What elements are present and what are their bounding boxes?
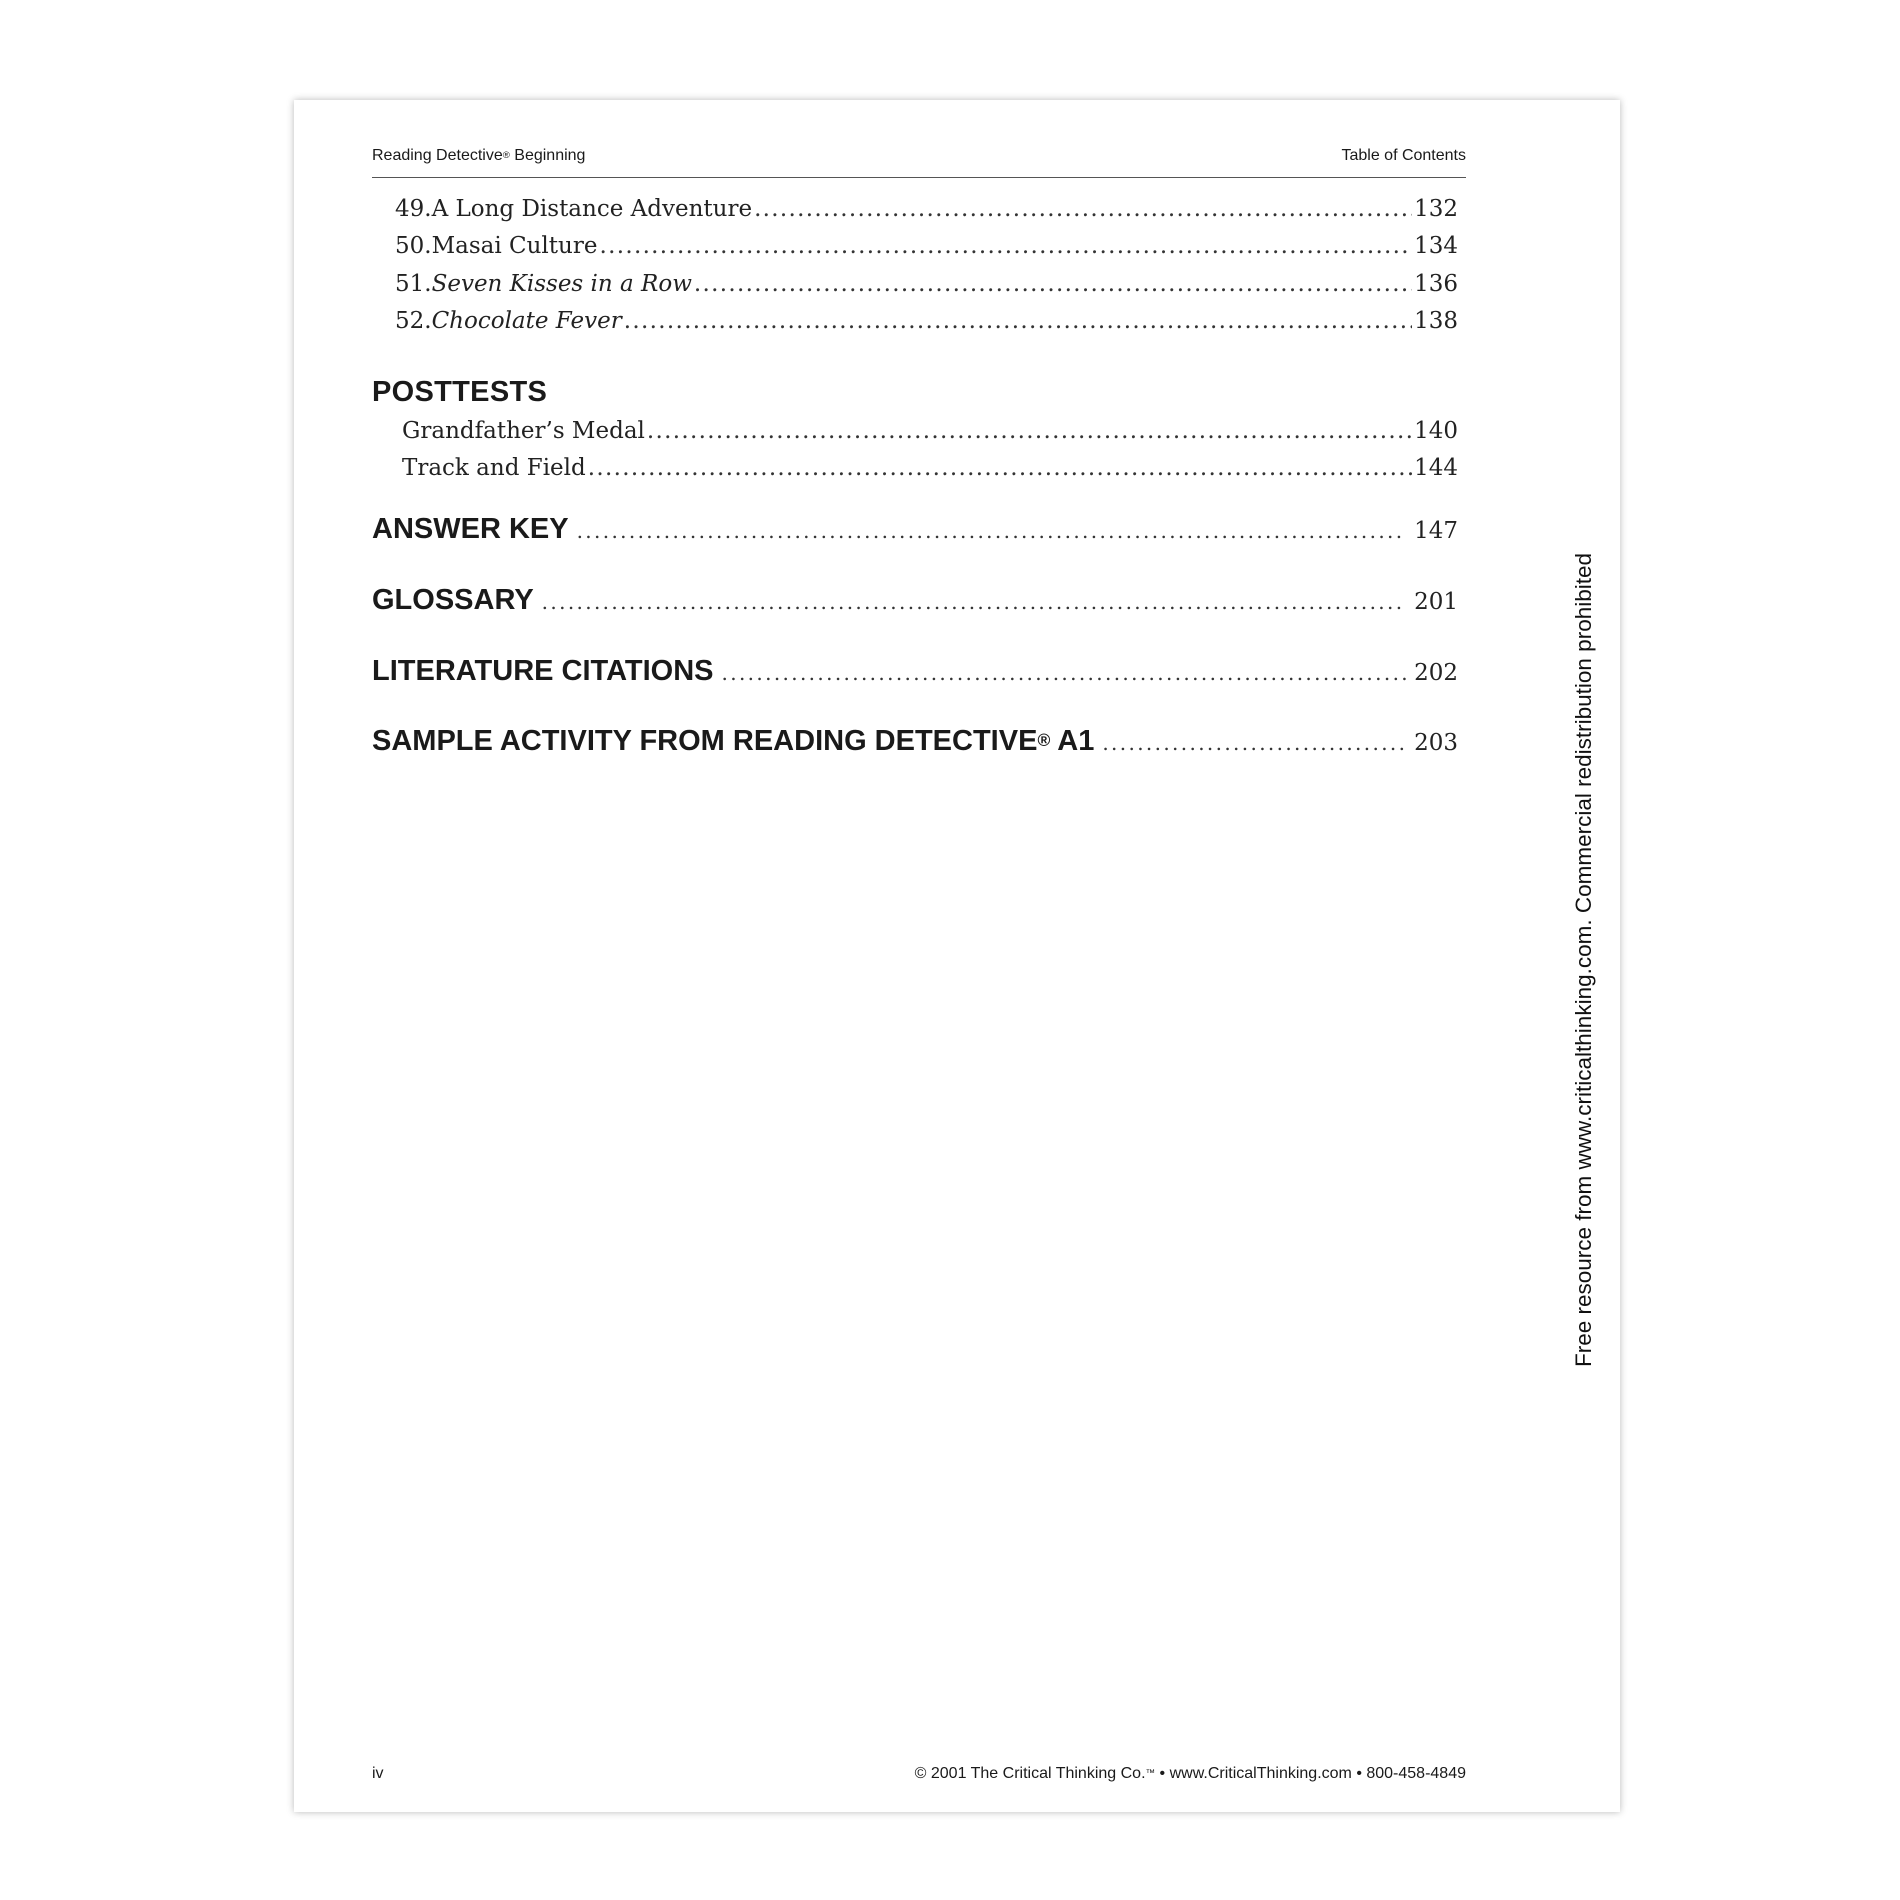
toc-section-literature-citations <box>372 655 1458 688</box>
toc-entry-number: 52. <box>395 308 432 334</box>
toc-section-answer-key <box>372 513 1458 546</box>
registered-mark: ® <box>1037 729 1051 750</box>
dot-leader <box>577 519 1407 543</box>
toc-entry-page: 144 <box>1414 455 1458 481</box>
toc-entry-page: 136 <box>1414 271 1458 297</box>
registered-mark: ® <box>502 149 510 161</box>
toc-entry-title: Grandfather’s Medal <box>402 418 645 444</box>
toc-entry-number: 50. <box>395 233 432 259</box>
toc-section-page: 147 <box>1414 518 1458 544</box>
toc-section-title: ANSWER KEY <box>372 513 569 545</box>
copyright-text: © 2001 The Critical Thinking Co. <box>914 1765 1146 1782</box>
sample-activity-suffix: A1 <box>1050 725 1095 757</box>
copyright-line <box>915 1765 1466 1783</box>
toc-section-glossary <box>372 584 1458 617</box>
redistribution-notice-text: Free resource from www.criticalthinking.com. Commercial redistribution prohibited <box>1571 552 1596 1368</box>
trademark-mark: ™ <box>1145 1767 1156 1779</box>
dot-leader <box>1102 731 1406 755</box>
toc-section-page: 202 <box>1414 660 1458 686</box>
dot-leader <box>754 196 1412 222</box>
toc-entry-posttest <box>402 418 1458 444</box>
toc-entry-number: 51. <box>395 271 432 297</box>
toc-entry-title: A Long Distance Adventure <box>431 196 753 222</box>
toc-section-title <box>372 725 1094 758</box>
sample-activity-title: SAMPLE ACTIVITY FROM READING DETECTIVE <box>372 725 1038 757</box>
toc-entry-page: 138 <box>1414 308 1458 334</box>
toc-entry-page: 134 <box>1414 233 1458 259</box>
toc-section-page: 203 <box>1414 730 1458 756</box>
dot-leader <box>694 271 1412 297</box>
page-number: iv <box>372 1765 384 1782</box>
page-header <box>372 147 1466 178</box>
posttests-heading: POSTTESTS <box>372 376 548 408</box>
toc-entry-50 <box>395 233 1458 259</box>
header-book-title <box>372 147 585 165</box>
toc-section-title: LITERATURE CITATIONS <box>372 655 714 687</box>
toc-entry-title: Chocolate Fever <box>431 308 622 334</box>
toc-entry-52 <box>395 308 1458 334</box>
toc-entry-title: Masai Culture <box>431 233 598 259</box>
header-section-title: Table of Contents <box>1341 147 1466 164</box>
dot-leader <box>588 455 1412 481</box>
toc-section-title: GLOSSARY <box>372 584 534 616</box>
toc-entry-page: 132 <box>1414 196 1458 222</box>
toc-entry-title: Seven Kisses in a Row <box>431 271 692 297</box>
document-page <box>294 100 1620 1812</box>
book-title-text: Reading Detective <box>372 147 503 164</box>
dot-leader <box>599 233 1412 259</box>
dot-leader <box>624 308 1412 334</box>
dot-leader <box>647 418 1412 444</box>
toc-entry-number: 49. <box>395 196 432 222</box>
book-title-suffix: Beginning <box>509 147 586 164</box>
dot-leader <box>542 590 1406 614</box>
contact-text: • www.CriticalThinking.com • 800-458-4849 <box>1155 1765 1466 1782</box>
toc-entry-49 <box>395 196 1458 222</box>
toc-entry-posttest <box>402 455 1458 481</box>
toc-entry-51 <box>395 271 1458 297</box>
toc-entry-page: 140 <box>1414 418 1458 444</box>
dot-leader <box>722 661 1407 685</box>
toc-section-sample-activity <box>372 725 1458 758</box>
toc-section-page: 201 <box>1414 589 1458 615</box>
toc-entry-title: Track and Field <box>402 455 586 481</box>
